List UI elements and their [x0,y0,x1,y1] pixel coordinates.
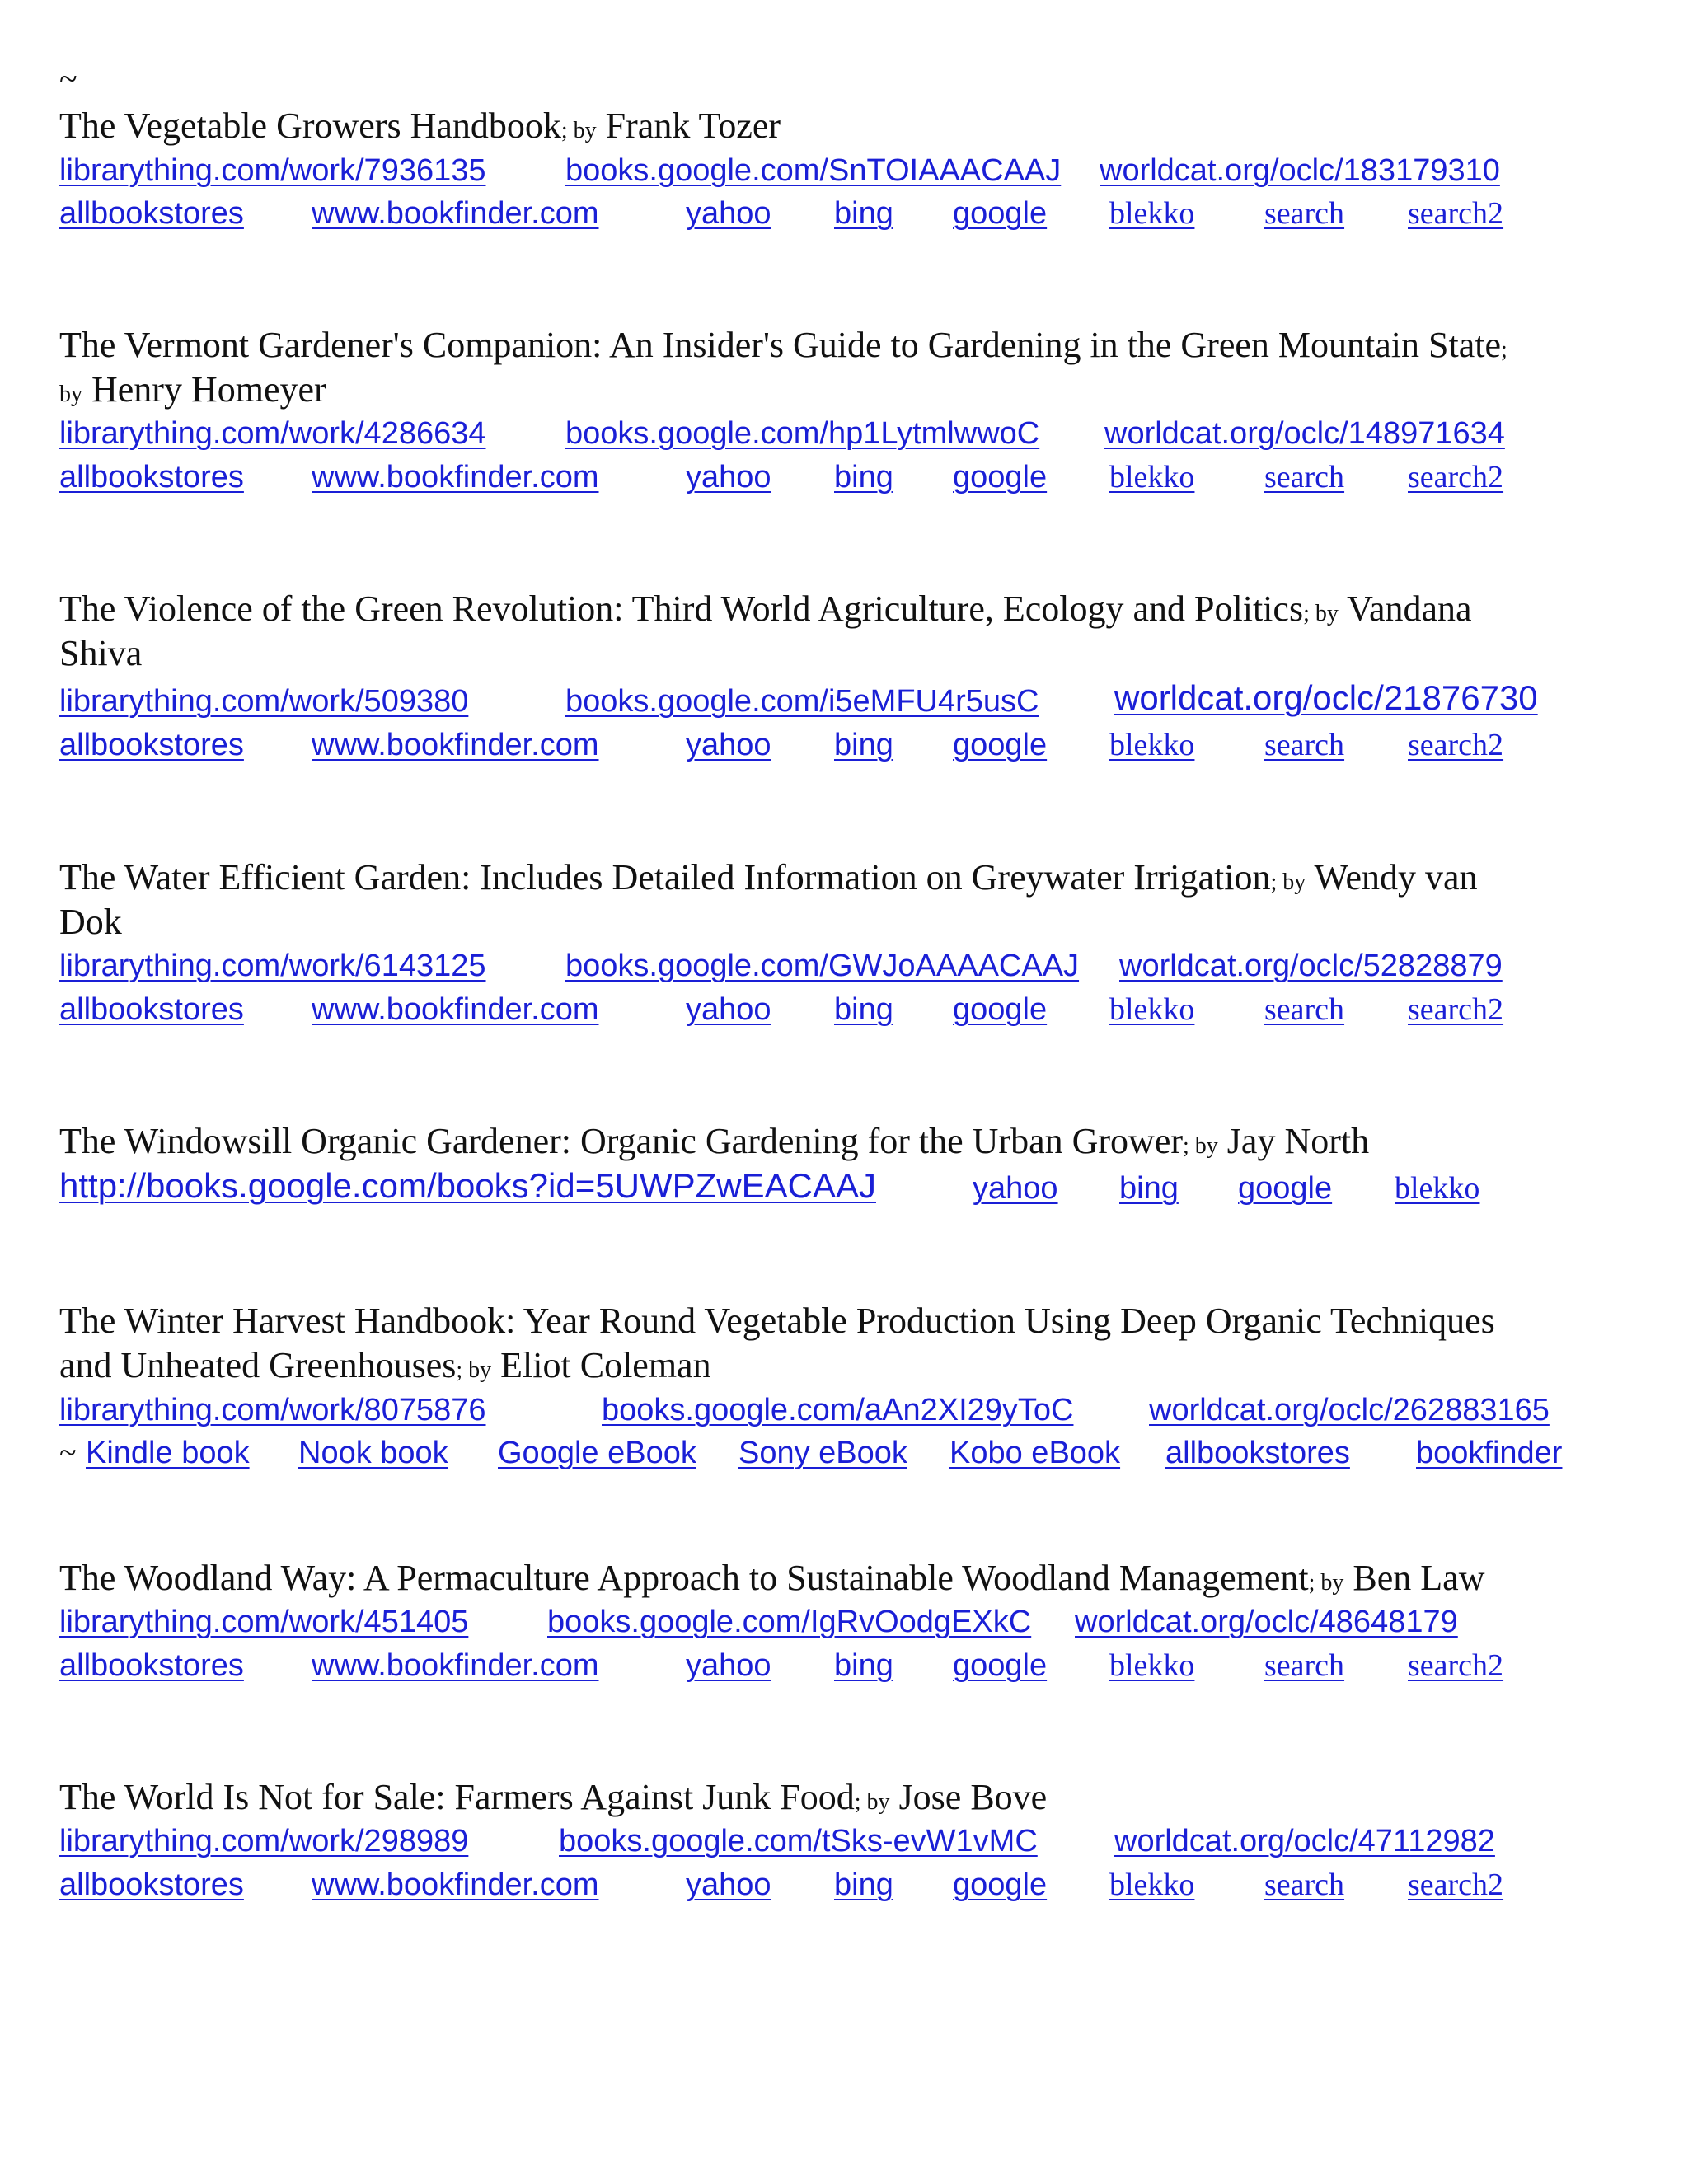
book-title [59,587,1472,636]
search2-link[interactable]: search2 [1408,1868,1504,1902]
yahoo-link[interactable]: yahoo [686,196,771,231]
allbookstores-link[interactable]: allbookstores [59,728,244,762]
book-title [59,1119,1369,1169]
worldcat-link[interactable]: worldcat.org/oclc/21876730 [1114,678,1538,717]
allbookstores-link[interactable]: allbookstores [1165,1436,1350,1470]
worldcat-link[interactable]: worldcat.org/oclc/48648179 [1075,1605,1458,1639]
google-books-url-link[interactable]: http://books.google.com/books?id=5UWPZwEACAAJ [59,1166,876,1205]
bookfinder-link[interactable]: www.bookfinder.com [312,1868,599,1902]
book-title-text: The Vegetable Growers Handbook [59,105,561,146]
bookfinder-link[interactable]: www.bookfinder.com [312,460,599,494]
leading-tilde: ~ [59,60,77,97]
google-link[interactable]: google [1238,1171,1333,1206]
librarything-link[interactable]: librarything.com/work/298989 [59,1824,469,1858]
bing-link[interactable]: bing [834,728,893,762]
sony-ebook-link[interactable]: Sony eBook [738,1436,907,1470]
blekko-link[interactable]: blekko [1395,1171,1480,1206]
yahoo-link[interactable]: yahoo [686,992,771,1027]
search2-link[interactable]: search2 [1408,460,1504,494]
search-link[interactable]: search [1264,1648,1345,1683]
worldcat-link[interactable]: worldcat.org/oclc/148971634 [1104,416,1505,451]
book-author-line [59,368,326,417]
search2-link[interactable]: search2 [1408,1648,1504,1683]
google-books-link[interactable]: books.google.com/IgRvOodgEXkC [547,1605,1032,1639]
google-books-link[interactable]: books.google.com/i5eMFU4r5usC [565,684,1039,719]
yahoo-link[interactable]: yahoo [686,1868,771,1902]
google-books-link[interactable]: books.google.com/aAn2XI29yToC [602,1393,1074,1427]
by-label: ; by [1303,601,1339,626]
worldcat-link[interactable]: worldcat.org/oclc/52828879 [1119,949,1503,983]
book-author: Frank Tozer [605,105,781,146]
librarything-link[interactable]: librarything.com/work/8075876 [59,1393,486,1427]
book-title-text: The World Is Not for Sale: Farmers Against Junk Food [59,1777,855,1817]
book-title [59,1556,1484,1605]
by-label: ; by [456,1357,492,1383]
allbookstores-link[interactable]: allbookstores [59,196,244,231]
search2-link[interactable]: search2 [1408,992,1504,1027]
search-link[interactable]: search [1264,992,1345,1027]
book-title [59,855,1478,905]
google-link[interactable]: google [953,992,1048,1027]
bing-link[interactable]: bing [834,460,893,494]
bookfinder-link[interactable]: www.bookfinder.com [312,728,599,762]
book-author: Ben Law [1353,1558,1485,1598]
book-author: Jay North [1226,1121,1370,1161]
search2-link[interactable]: search2 [1408,728,1504,762]
google-link[interactable]: google [953,196,1048,231]
worldcat-link[interactable]: worldcat.org/oclc/47112982 [1114,1824,1495,1858]
book-author-line: Dok [59,902,122,942]
bing-link[interactable]: bing [834,196,893,231]
search2-link[interactable]: search2 [1408,196,1504,231]
yahoo-link[interactable]: yahoo [686,1648,771,1683]
allbookstores-link[interactable]: allbookstores [59,1648,244,1683]
by-label: ; by [1183,1133,1218,1159]
bookfinder-link[interactable]: www.bookfinder.com [312,196,599,231]
blekko-link[interactable]: blekko [1109,728,1195,762]
book-title-text: The Water Efficient Garden: Includes Detailed Information on Greywater Irrigation [59,857,1271,898]
bing-link[interactable]: bing [834,992,893,1027]
bing-link[interactable]: bing [1119,1171,1179,1206]
book-title [59,104,781,153]
bookfinder-link[interactable]: www.bookfinder.com [312,992,599,1027]
google-ebook-link[interactable]: Google eBook [498,1436,696,1470]
blekko-link[interactable]: blekko [1109,196,1195,231]
search-link[interactable]: search [1264,1868,1345,1902]
book-title: The Winter Harvest Handbook: Year Round Vegetable Production Using Deep Organic Techniques [59,1301,1495,1341]
search-link[interactable]: search [1264,196,1345,231]
book-author: Wendy van [1314,857,1478,898]
librarything-link[interactable]: librarything.com/work/6143125 [59,949,486,983]
bing-link[interactable]: bing [834,1648,893,1683]
blekko-link[interactable]: blekko [1109,460,1195,494]
kobo-ebook-link[interactable]: Kobo eBook [950,1436,1121,1470]
book-title [59,323,1507,373]
kindle-book-link[interactable]: Kindle book [86,1436,250,1470]
book-author-line: Shiva [59,633,143,673]
librarything-link[interactable]: librarything.com/work/4286634 [59,416,486,451]
librarything-link[interactable]: librarything.com/work/7936135 [59,153,486,188]
google-books-link[interactable]: books.google.com/SnTOIAAACAAJ [565,153,1062,188]
google-link[interactable]: google [953,1648,1048,1683]
blekko-link[interactable]: blekko [1109,1868,1195,1902]
book-title-text: and Unheated Greenhouses [59,1345,457,1385]
librarything-link[interactable]: librarything.com/work/451405 [59,1605,469,1639]
google-link[interactable]: google [953,728,1048,762]
yahoo-link[interactable]: yahoo [686,460,771,494]
google-books-link[interactable]: books.google.com/GWJoAAAACAAJ [565,949,1080,983]
book-title-text: The Violence of the Green Revolution: Third World Agriculture, Ecology and Politics [59,588,1304,629]
allbookstores-link[interactable]: allbookstores [59,460,244,494]
allbookstores-link[interactable]: allbookstores [59,1868,244,1902]
librarything-link[interactable]: librarything.com/work/509380 [59,684,469,719]
book-title-line2 [59,1343,711,1393]
book-author: Jose Bove [898,1777,1048,1817]
book-title-text: The Woodland Way: A Permaculture Approach to Sustainable Woodland Management [59,1558,1309,1598]
google-link[interactable]: google [953,460,1048,494]
book-title-text: The Vermont Gardener's Companion: An Insider's Guide to Gardening in the Green Mountain State [59,325,1501,365]
by-label: ; by [1308,1570,1344,1596]
google-books-link[interactable]: books.google.com/tSks-evW1vMC [559,1824,1038,1858]
google-link[interactable]: google [953,1868,1048,1902]
worldcat-link[interactable]: worldcat.org/oclc/183179310 [1100,153,1500,188]
bookfinder-link[interactable]: www.bookfinder.com [312,1648,599,1683]
yahoo-link[interactable]: yahoo [686,728,771,762]
by-label: ; by [560,118,597,143]
by-label: ; by [1270,869,1306,895]
book-author: Vandana [1347,588,1472,629]
yahoo-link[interactable]: yahoo [973,1171,1058,1206]
book-title-text: The Windowsill Organic Gardener: Organic Gardening for the Urban Grower [59,1121,1184,1161]
book-title [59,1775,1047,1825]
search-link[interactable]: search [1264,460,1345,494]
by-label: ; [1501,337,1507,363]
worldcat-link[interactable]: worldcat.org/oclc/262883165 [1149,1393,1550,1427]
book-author: Henry Homeyer [91,369,326,410]
google-books-link[interactable]: books.google.com/hp1LytmlwwoC [565,416,1040,451]
nook-book-link[interactable]: Nook book [298,1436,448,1470]
allbookstores-link[interactable]: allbookstores [59,992,244,1027]
by-label: by [59,382,82,407]
book-author: Eliot Coleman [500,1345,711,1385]
bookfinder-link[interactable]: bookfinder [1416,1436,1563,1470]
ebook-tilde: ~ [59,1436,77,1470]
bing-link[interactable]: bing [834,1868,893,1902]
blekko-link[interactable]: blekko [1109,1648,1195,1683]
blekko-link[interactable]: blekko [1109,992,1195,1027]
search-link[interactable]: search [1264,728,1345,762]
by-label: ; by [854,1789,890,1815]
